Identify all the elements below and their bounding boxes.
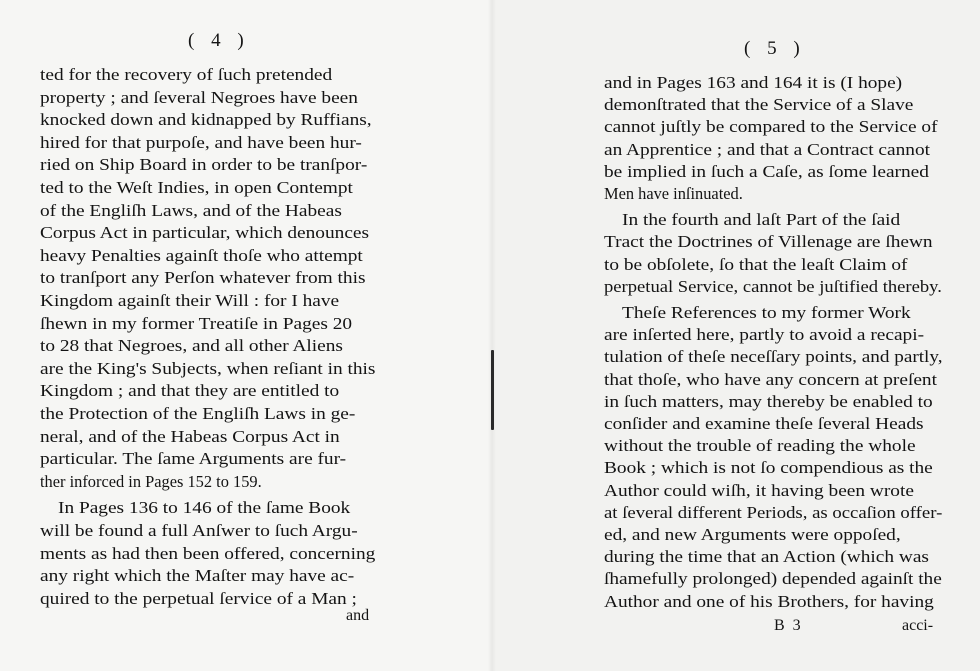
text-line: an Apprentice ; and that a Contract cannot [604,140,930,159]
text-line: conſider and examine theſe ſeveral Heads [604,414,924,433]
text-line: Kingdom againſt their Will : for I have [40,291,340,310]
text-line: particular. The ſame Arguments are fur- [40,449,347,468]
text-line: to 28 that Negroes, and all other Aliens [40,336,343,355]
text-line: and in Pages 163 and 164 it is (I hope) [604,73,903,92]
right-page [490,0,980,671]
text-line: any right which the Maſter may have ac- [40,566,355,585]
text-line: perpetual Service, cannot be juſtified thereby. [604,277,942,296]
text-line: ſhewn in my former Treatiſe in Pages 20 [40,314,353,333]
text-line: are the King's Subjects, when reſiant in this [40,359,376,378]
text-line: In the fourth and laſt Part of the ſaid [622,210,901,229]
text-line: at ſeveral different Periods, as occaſion offer- [604,503,943,522]
text-line: cannot juſtly be compared to the Service of [604,117,938,136]
left-catchword: and [346,607,370,624]
text-line: ther inforced in Pages 152 to 159. [40,472,262,491]
gutter [488,0,496,671]
gutter-shadow-mark [491,350,494,430]
text-line: quired to the perpetual ſervice of a Man ; [40,589,357,608]
text-line: Kingdom ; and that they are entitled to [40,381,340,400]
text-line: knocked down and kidnapped by Ruffians, [40,110,372,129]
text-line: ried on Ship Board in order to be tranſpor- [40,155,368,174]
text-line: in ſuch matters, may thereby be enabled to [604,392,933,411]
text-line: ments as had then been offered, concerning [40,544,376,563]
text-line: demonſtrated that the Service of a Slave [604,95,914,114]
text-line: be implied in ſuch a Caſe, as ſome learned [604,162,929,181]
text-line: that thoſe, who have any concern at preſent [604,370,937,389]
text-line: ſhamefully prolonged) depended againſt the [604,569,942,588]
text-line: Men have inſinuated. [604,184,743,203]
text-line: hired for that purpoſe, and have been hur- [40,133,362,152]
text-line: Tract the Doctrines of Villenage are ſhewn [604,232,933,251]
text-line: In Pages 136 to 146 of the ſame Book [58,498,351,517]
text-line: Theſe References to my former Work [622,303,911,322]
text-line: are inſerted here, partly to avoid a recapi- [604,325,925,344]
right-catchword: acci- [902,617,934,634]
text-line: neral, and of the Habeas Corpus Act in [40,427,340,446]
text-line: property ; and ſeveral Negroes have been [40,88,358,107]
text-line: to tranſport any Perſon whatever from this [40,268,366,287]
text-line: of the Engliſh Laws, and of the Habeas [40,201,342,220]
text-line: tulation of theſe neceſſary points, and partly, [604,347,943,366]
text-line: ted for the recovery of ſuch pretended [40,65,333,84]
text-line: will be found a full Anſwer to ſuch Argu- [40,521,358,540]
text-line: without the trouble of reading the whole [604,436,916,455]
signature-mark: B 3 [774,617,803,634]
text-line: during the time that an Action (which was [604,547,929,566]
text-line: ed, and new Arguments were oppoſed, [604,525,901,544]
right-page-number: ( 5 ) [744,38,806,59]
text-line: the Protection of the Engliſh Laws in ge- [40,404,356,423]
text-line: Author could wiſh, it having been wrote [604,481,914,500]
text-line: Book ; which is not ſo compendious as the [604,458,933,477]
text-line: to be obſolete, ſo that the leaſt Claim of [604,255,908,274]
text-line: Author and one of his Brothers, for having [604,592,934,611]
text-line: Corpus Act in particular, which denounces [40,223,370,242]
left-page-number: ( 4 ) [188,30,250,51]
text-line: ted to the Weſt Indies, in open Contempt [40,178,353,197]
text-line: heavy Penalties againſt thoſe who attempt [40,246,363,265]
